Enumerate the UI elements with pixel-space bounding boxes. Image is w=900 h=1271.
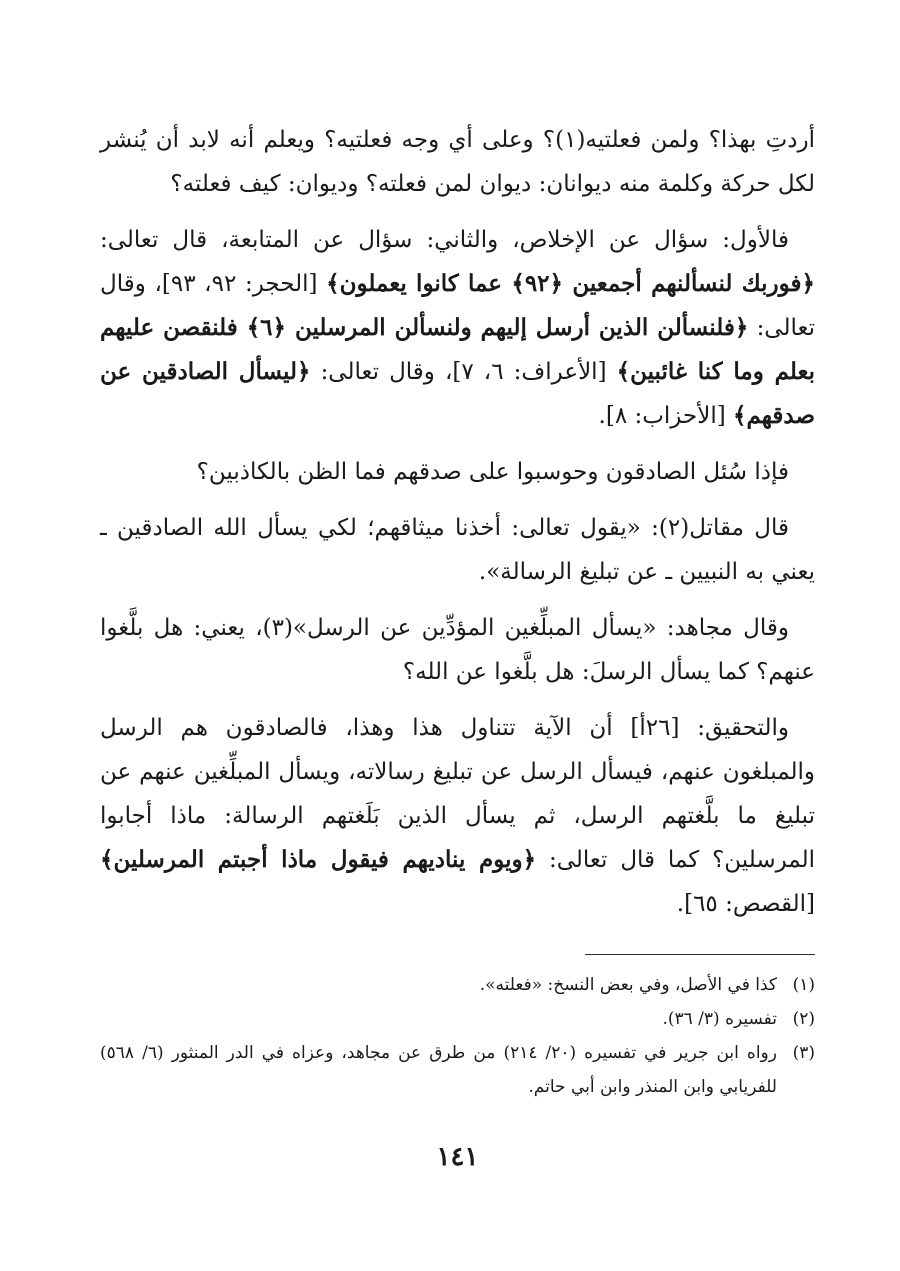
footnotes (100, 968, 815, 1104)
paragraph-4 (100, 506, 815, 594)
quran-verse-hijr: فوربك لنسألنهم أجمعين ﴿٩٢﴾ عما كانوا يعملون (339, 270, 802, 297)
main-text (100, 118, 815, 926)
citation-araf: [الأعراف: ٦، ٧]، وقال تعالى: (320, 359, 607, 385)
paragraph-6 (100, 706, 815, 926)
footnote (100, 1036, 815, 1104)
footnote-number: (٢) (792, 1009, 815, 1029)
paragraph-6-text: والتحقيق: [٢٦أ] أن الآية تتناول هذا وهذا، فالصادقون هم الرسل والمبلغون عنهم، فيسأل الرسل عن تبليغ رسالاته، ويسأل المبلِّغين عنهم عن تبليغ ما بلَّغتهم الرسل، ثم يسأل الذين بَلَغتهم الرسالة: ماذا أجابوا المرسلين؟ كما قال تعالى: (100, 715, 816, 873)
quran-open-brace: ﴿ (522, 846, 537, 873)
paragraph-1-text: أردتِ بهذا؟ ولمن فعلتيه(١)؟ وعلى أي وجه فعلتيه؟ ويعلم أنه لابد أن يُنشر لكل حركة وكلمة منه ديوانان: ديوان لمن فعلته؟ وديوان: كيف فعلته؟ (100, 127, 815, 197)
paragraph-2 (100, 218, 815, 438)
footnote-number: (١) (792, 975, 815, 995)
quran-verse-araf: فلنسألن الذين أرسل إليهم ولنسألن المرسلين ﴿٦﴾ فلنقصن عليهم بعلم وما كنا غائبين (100, 314, 816, 385)
footnote (100, 968, 815, 1002)
footnote (100, 1002, 815, 1036)
book-page (100, 118, 815, 1198)
quran-close-brace: ﴾ (326, 270, 340, 297)
paragraph-3-text: فإذا سُئل الصادقون وحوسبوا على صدقهم فما الظن بالكاذبين؟ (196, 459, 789, 485)
quran-verse-qasas: ويوم يناديهم فيقول ماذا أجبتم المرسلين (113, 846, 523, 873)
citation-ahzab: [الأحزاب: ٨]. (598, 403, 726, 429)
citation-hijr: [الحجر: ٩٢، ٩٣]، وقال تعالى: (100, 271, 815, 341)
footnote-text: رواه ابن جرير في تفسيره (٢٠/ ٢١٤) من طرق عن مجاهد، وعزاه في الدر المنثور (٦/ ٥٦٨) للفريابي وابن المنذر وابن أبي حاتم. (100, 1043, 777, 1097)
quran-open-brace: ﴿ (734, 314, 749, 341)
citation-qasas: [القصص: ٦٥]. (676, 891, 815, 917)
footnote-number: (٣) (792, 1043, 815, 1063)
quran-verse-ahzab: ليسأل الصادقين عن صدقهم (100, 358, 815, 429)
paragraph-1 (100, 118, 815, 206)
footnote-text: كذا في الأصل، وفي بعض النسخ: «فعلته». (479, 975, 777, 995)
page-number: ١٤١ (436, 1142, 479, 1172)
quran-close-brace: ﴾ (100, 846, 114, 873)
quran-open-brace: ﴿ (801, 270, 815, 297)
footnote-text: تفسيره (٣/ ٣٦). (662, 1009, 777, 1029)
paragraph-5-text: وقال مجاهد: «يسأل المبلِّغين المؤدِّين عن الرسل»(٣)، يعني: هل بلَّغوا عنهم؟ كما يسأل الرسلَ: هل بلَّغوا عن الله؟ (100, 615, 815, 685)
intro-text: فالأول: سؤال عن الإخلاص، والثاني: سؤال عن المتابعة، قال تعالى: (100, 227, 789, 253)
quran-close-brace: ﴾ (616, 358, 631, 385)
quran-close-brace: ﴾ (733, 402, 747, 429)
paragraph-5 (100, 606, 815, 694)
paragraph-3 (100, 450, 815, 494)
footnote-divider (585, 954, 815, 955)
quran-open-brace: ﴿ (297, 358, 311, 385)
paragraph-4-text: قال مقاتل(٢): «يقول تعالى: أخذنا ميثاقهم؛ لكي يسأل الله الصادقين ـ يعني به النبيين ـ عن تبليغ الرسالة». (100, 515, 815, 585)
